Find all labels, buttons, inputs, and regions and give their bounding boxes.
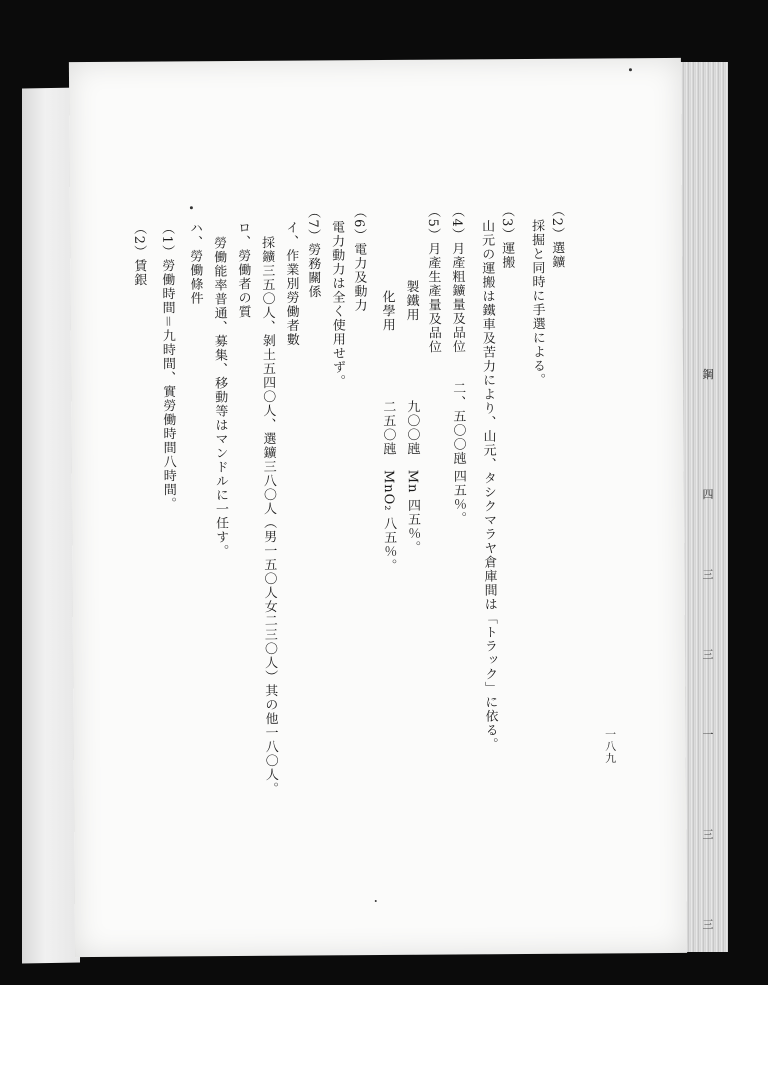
stack-mark: 四 [702, 488, 714, 501]
label-chemical-use: 化學用 [379, 289, 395, 332]
text-sorting: 採掘と同時に手選による。 [528, 218, 546, 387]
text-worker-quality: 勞働能率普通、募集、移動等はマンドルに一任す。 [211, 236, 229, 559]
heading-wages: （2）賃銀 [130, 221, 147, 287]
scan-speck [190, 206, 193, 209]
subheading-worker-quality: ロ、勞働者の質 [234, 220, 251, 319]
steel-grade: Mn 四五％。 [404, 469, 421, 555]
chemical-qty: 二五〇瓲 [380, 399, 396, 456]
heading-production: （5）月產生產量及品位 [424, 204, 441, 354]
heading-transport: （3）運搬 [498, 204, 515, 270]
text-power: 電力動力は全く使用せず。 [328, 220, 346, 389]
page-stack-edge [680, 62, 728, 952]
label-steel-use: 製鐵用 [403, 279, 419, 322]
scan-speck [375, 900, 377, 902]
stack-mark: 一 [702, 728, 714, 741]
page-number: 一八九 [603, 728, 617, 765]
heading-sorting: （2）選鑛 [548, 203, 565, 270]
text-transport: 山元の運搬は鐵車及苦力により、山元、タシクマラヤ倉庫間は「トラック」に依る。 [478, 219, 498, 752]
stack-mark: 鋼 [702, 368, 714, 381]
scan-speck [629, 68, 632, 71]
stack-mark: 三 [702, 648, 714, 661]
scan-bottom-margin [0, 985, 768, 1086]
heading-crude-ore: （4）月產粗鑛量及品位 [448, 204, 465, 354]
subheading-labor-conditions: ハ、勞働條件 [186, 221, 203, 306]
heading-power: （6）電力及動力 [350, 205, 367, 313]
crude-ore-grade: 四五％。 [450, 469, 467, 526]
subheading-workers-by-task: イ、作業別勞働者數 [282, 220, 299, 347]
stack-mark: 三 [702, 918, 714, 931]
stack-mark: 三 [702, 828, 714, 841]
text-workers-by-task: 採鑛三五〇人、剝土五四〇人、選鑛三八〇人（男一五〇人女二三〇人）其の他一八〇人。 [259, 235, 279, 796]
document-page [69, 58, 687, 957]
crude-ore-qty: 二、五〇〇瓲 [450, 381, 466, 466]
stack-mark: 三 [702, 568, 714, 581]
heading-labor: （7）勞務關係 [304, 205, 321, 299]
text-working-hours: （1）勞働時間＝九時間、實勞働時間八時間。 [158, 221, 177, 511]
chemical-grade: MnO₂ 八五％。 [380, 469, 397, 573]
steel-qty: 九〇〇瓲 [404, 399, 420, 456]
